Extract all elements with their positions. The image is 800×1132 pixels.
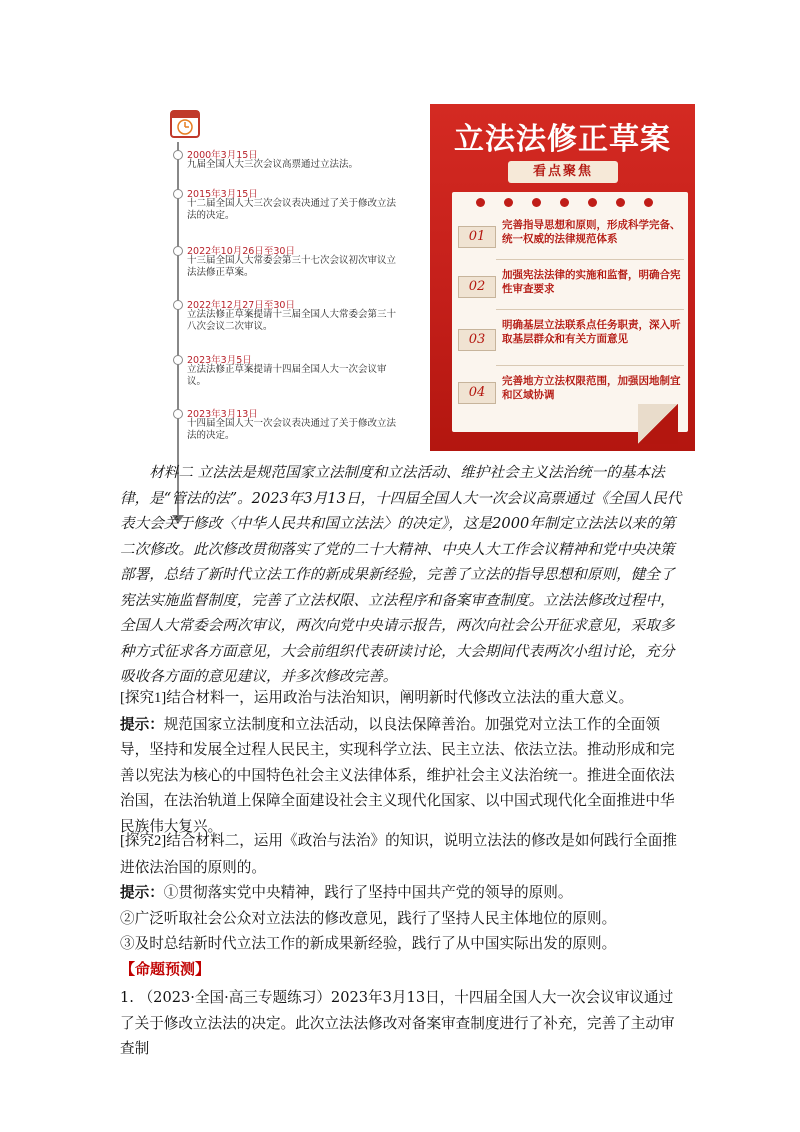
- timeline-text: 九届全国人大三次会议高票通过立法法。: [187, 159, 359, 170]
- timeline-dot: [173, 300, 183, 310]
- point-text: 加强宪法法律的实施和监督，明确合宪性审查要求: [502, 269, 681, 295]
- timeline-text: 十四届全国人大一次会议表决通过了关于修改立法法的决定。: [187, 418, 397, 441]
- prediction-section-heading: 【命题预测】: [120, 960, 211, 978]
- inquiry-two-tip-2: ②广泛听取社会公众对立法法的修改意见，践行了坚持人民主体地位的原则。: [120, 909, 617, 927]
- poster-paper-card: [452, 192, 688, 432]
- inquiry-two-tip-line: [120, 880, 686, 906]
- tip-label: 提示：: [120, 715, 164, 733]
- timeline-date: 2023年3月5日: [187, 355, 252, 366]
- inquiry-one-question-line: [120, 685, 686, 712]
- timeline-text: 立法法修正草案提请十三届全国人大常委会第三十八次会议二次审议。: [187, 309, 397, 332]
- legislation-timeline-figure: [163, 100, 413, 445]
- poster-point: [452, 214, 688, 260]
- page-curl-decoration: [638, 404, 678, 444]
- inquiry-two: [120, 828, 686, 957]
- timeline-date: 2000年3月15日: [187, 150, 258, 161]
- binder-ring-icon: [532, 198, 541, 207]
- timeline-dot: [173, 355, 183, 365]
- point-number: 04: [458, 382, 496, 404]
- timeline-date: 2022年12月27日至30日: [187, 300, 295, 311]
- timeline-dot: [173, 189, 183, 199]
- material-two-text: 材料二 立法法是规范国家立法制度和立法活动、维护社会主义法治统一的基本法律，是“管法的法”。2023年3月13日，十四届全国人大一次会议高票通过《全国人民代表大会关于修改〈中华人民共和国立法法〉的决定》，这是2000年制定立法法以来的第二次修改。此次修改贯彻落实了党的二十大精神、中央人大工作会议精神和党中央决策部署，总结了新时代立法工作的新成果新经验，完善了立法的指导思想和原则，健全了宪法实施监督制度，完善了立法权限、立法程序和备案审查制度。立法法修改过程中，全国人大常委会两次审议，两次向党中央请示报告，两次向社会公开征求意见，采取多种方式征求各方面意见，大会前组织代表研读讨论，大会期间代表两次小组讨论，充分吸收各方面的意见建议，并多次修改完善。: [120, 464, 682, 685]
- inquiry-two-tip-3: ③及时总结新时代立法工作的新成果新经验，践行了从中国实际出发的原则。: [120, 935, 617, 952]
- inquiry-one: [120, 685, 686, 839]
- divider: [496, 309, 684, 310]
- binder-ring-icon: [504, 198, 513, 207]
- point-text: 完善指导思想和原则，形成科学完备、统一权威的法律规范体系: [502, 219, 681, 245]
- divider: [496, 365, 684, 366]
- poster-subtitle: 看点聚焦: [508, 161, 618, 183]
- poster-title: 立法法修正草案: [454, 122, 671, 157]
- binder-ring-icon: [588, 198, 597, 207]
- timeline-text: 十二届全国人大三次会议表决通过了关于修改立法法的决定。: [187, 198, 397, 221]
- inquiry-two-tag: [探究2]: [120, 833, 167, 849]
- inquiry-one-question: 结合材料一，运用政治与法治知识，阐明新时代修改立法法的重大意义。: [166, 689, 634, 706]
- timeline-text: 立法法修正草案提请十四届全国人大一次会议审议。: [187, 364, 387, 387]
- amendment-highlights-poster: [430, 104, 695, 451]
- timeline-date: 2022年10月26日至30日: [187, 246, 295, 257]
- timeline-dot: [173, 150, 183, 160]
- point-number: 02: [458, 276, 496, 298]
- tip-label: 提示：: [120, 884, 164, 901]
- inquiry-two-tip-1: ①贯彻落实党中央精神，践行了坚持中国共产党的领导的原则。: [163, 884, 573, 901]
- binder-ring-icon: [476, 198, 485, 207]
- material-two-paragraph: [120, 460, 686, 690]
- timeline-dot: [173, 246, 183, 256]
- timeline-date: 2023年3月13日: [187, 409, 258, 420]
- inquiry-one-tip-line: [120, 712, 686, 840]
- point-text: 明确基层立法联系点任务职责，深入听取基层群众和有关方面意见: [502, 319, 681, 345]
- inquiry-two-question-line: [120, 828, 686, 880]
- inquiry-one-tag: [探究1]: [120, 690, 167, 706]
- question-one-text: 1. （2023·全国·高三专题练习）2023年3月13日，十四届全国人大一次会议审议通过了关于修改立法法的决定。此次立法法修改对备案审查制度进行了补充，完善了主动审查制: [120, 989, 675, 1057]
- poster-point: [452, 264, 688, 310]
- binder-ring-icon: [560, 198, 569, 207]
- point-number: 03: [458, 329, 496, 351]
- timeline-dot: [173, 409, 183, 419]
- binder-ring-icon: [616, 198, 625, 207]
- timeline-text: 十三届全国人大常委会第三十七次会议初次审议立法法修正草案。: [187, 255, 397, 278]
- poster-point: [452, 314, 688, 366]
- timeline-date: 2015年3月15日: [187, 189, 258, 200]
- point-text: 完善地方立法权限范围，加强因地制宜和区域协调: [502, 375, 681, 401]
- inquiry-one-tip: 规范国家立法制度和立法活动，以良法保障善治。加强党对立法工作的全面领导，坚持和发展全过程人民民主，实现科学立法、民主立法、依法立法。推动形成和完善以宪法为核心的中国特色社会主义法律体系，维护社会主义法治统一。推进全面依法治国，在法治轨道上保障全面建设社会主义现代化国家、以中国式现代化全面推进中华民族伟大复兴。: [120, 715, 675, 835]
- point-number: 01: [458, 226, 496, 248]
- inquiry-two-question: 结合材料二，运用《政治与法治》的知识，说明立法法的修改是如何践行全面推进依法治国的原则的。: [120, 832, 678, 876]
- divider: [496, 259, 684, 260]
- question-one: [120, 985, 686, 1062]
- binder-ring-icon: [644, 198, 653, 207]
- calendar-icon: [167, 105, 203, 141]
